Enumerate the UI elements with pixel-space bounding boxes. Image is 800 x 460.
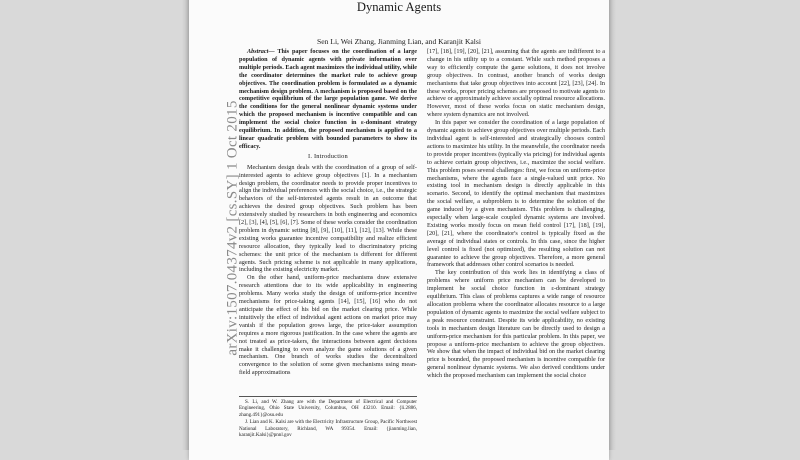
page-shadow-left [182,0,189,450]
abstract-label: Abstract [247,48,269,55]
section-heading-introduction: I. Introduction [308,152,348,160]
right-paragraph-2: In this paper we consider the coordination of a large population of dynamic agents to achieve group objectives over multiple periods. Each individual agent is self-interested and strategically chooses control actions to maximize his utility. In the meanwhile, the coordinator needs to provide proper incentives (typically via pricing) for individual agents to achieve certain group objectives, i.e., maximize the social welfare. This problem poses several challenges: first, we focus on uniform-price mechanisms, where the agents face a single-valued unit price. No existing tool in mechanism design is directly applicable in this scenario. Second, to identify the optimal mechanism that maximizes the social welfare, a subproblem is to determine the solution of the game induced by a given mechanism. This problem is challenging, especially when large-scale coupled dynamic systems are involved. Existing works mostly focus on mean field control [17], [18], [19], [20], [21], where the coordinator's control is typically fixed as the average of individual states or controls. In this case, since the higher level control is fixed (not optimized), the resulting solution can not guarantee to achieve the group objectives. Therefore, a more general framework that addresses other control scenarios is needed. [427,119,606,269]
paper-page [189,0,609,460]
right-paragraph-1: [17], [18], [19], [20], [21], assuming that the agents are indifferent to a change in his utility up to a constant. While such method proposes a way to efficiently compute the game solutions, it does not involve group objectives. In contrast, another branch of works design mechanisms that take group objectives into account [22], [23], [24]. In these works, proper pricing schemes are proposed to motivate agents to achieve or approximately achieve socially optimal resource allocations. However, most of these works focus on static mechanism design, where system dynamics are not involved. [427,48,605,119]
abstract [239,48,417,151]
footnotes [239,396,417,439]
arxiv-stamp: arXiv:1507.04374v2 [cs.SY] 1 Oct 2015 [224,100,241,356]
author-list: Sen Li, Wei Zhang, Jianming Lian, and Karanjit Kalsi [317,37,481,46]
abstract-text: — This paper focuses on the coordination of a large population of dynamic agents with private information over multiple periods. Each agent maximizes the individual utility, while the coordinator determines the market rule to achieve group objectives. The coordination problem is formulated as a dynamic mechanism design problem. A mechanism is proposed based on the competitive equilibrium of the large population game. We derive the conditions for the general nonlinear dynamic systems under which the proposed mechanism is incentive compatible and can implement the social choice function in ε-dominant strategy equilibrium. In addition, the proposed mechanism is applied to a linear quadratic problem with bounded parameters to show its efficacy. [239,48,417,150]
paper-title [209,0,589,15]
intro-paragraph-2: On the other hand, uniform-price mechanisms draw extensive research attentions due to its wide applicability in engineering problems. Many works study the design of uniform-price incentive mechanisms for price-taking agents [14], [15], [16] who do not anticipate the effect of his bid on the market clearing price. While intuitively the effect of individual agent actions on market price may vanish if the population grows large, the price-taker assumption requires a more rigorous justification. In the case where the agents are not treated as price-takers, the interactions between agent decisions make it challenging to even analyze the game solutions of a given mechanism. One branch of works studies the decentralized convergence to the solution of some given mechanisms using mean-field approximations [239,274,417,377]
right-paragraph-3: The key contribution of this work lies in identifying a class of problems where uniform price mechanism can be developed to implement he social choice function in ε-dominant strategy equilibrium. This class of problems captures a wide range of resource allocation problems where the coordinator allocates resource to a large population of dynamic agents to maximize the social welfare subject to a peak resource constraint. Despite its wide applicability, no existing tools in mechanism design literature can be directly used to design a uniform-price mechanism for this particular problem. In this paper, we propose a uniform-price mechanism to achieve the group objectives. We show that when the impact of individual bid on the market clearing price is bounded, the proposed mechanism is incentive compatible for general nonlinear dynamic systems. We also derived conditions under which the proposed mechanism can implement the social choice [427,269,605,380]
title-line-2: Dynamic Agents [356,0,442,14]
page-shadow-right [609,0,616,450]
left-column [239,48,417,377]
footnote-authors-pnnl: J. Lian and K. Kalsi are with the Electricity Infrastructure Group, Pacific Northwest National Laboratory, Richland, WA 99354. Email: {jianming.lian, karanjit.Kalsi}@pnnl.gov [239,419,417,439]
right-column [427,48,605,380]
footnote-authors-osu: S. Li, and W. Zhang are with the Department of Electrical and Computer Engineering, Ohio State University, Columbus, OH 43210. Email: {li.2886, zhang.491}@osu.edu [239,399,417,418]
intro-paragraph-1: Mechanism design deals with the coordination of a group of self-interested agents to achieve group objectives [1]. In a mechanism design problem, the coordinator needs to provide proper incentives to align the individual preferences with the social choice, i.e., the strategic behaviors of the self-interested agents result in an outcome that achieves the desired group objectives. Such problem has been extensively studied by researchers in both engineering and economics [2], [3], [4], [5], [6], [7]. Some of these works consider the coordination problem in dynamic setting [8], [9], [10], [11], [12], [13]. While these existing works guarantee incentive compatibility and realize efficient resource allocation, they typically lead to discriminatory pricing schemes: the unit price of the mechanism is different for different agents. Such pricing scheme is not applicable in many applications, including the existing electricity market. [239,163,418,274]
